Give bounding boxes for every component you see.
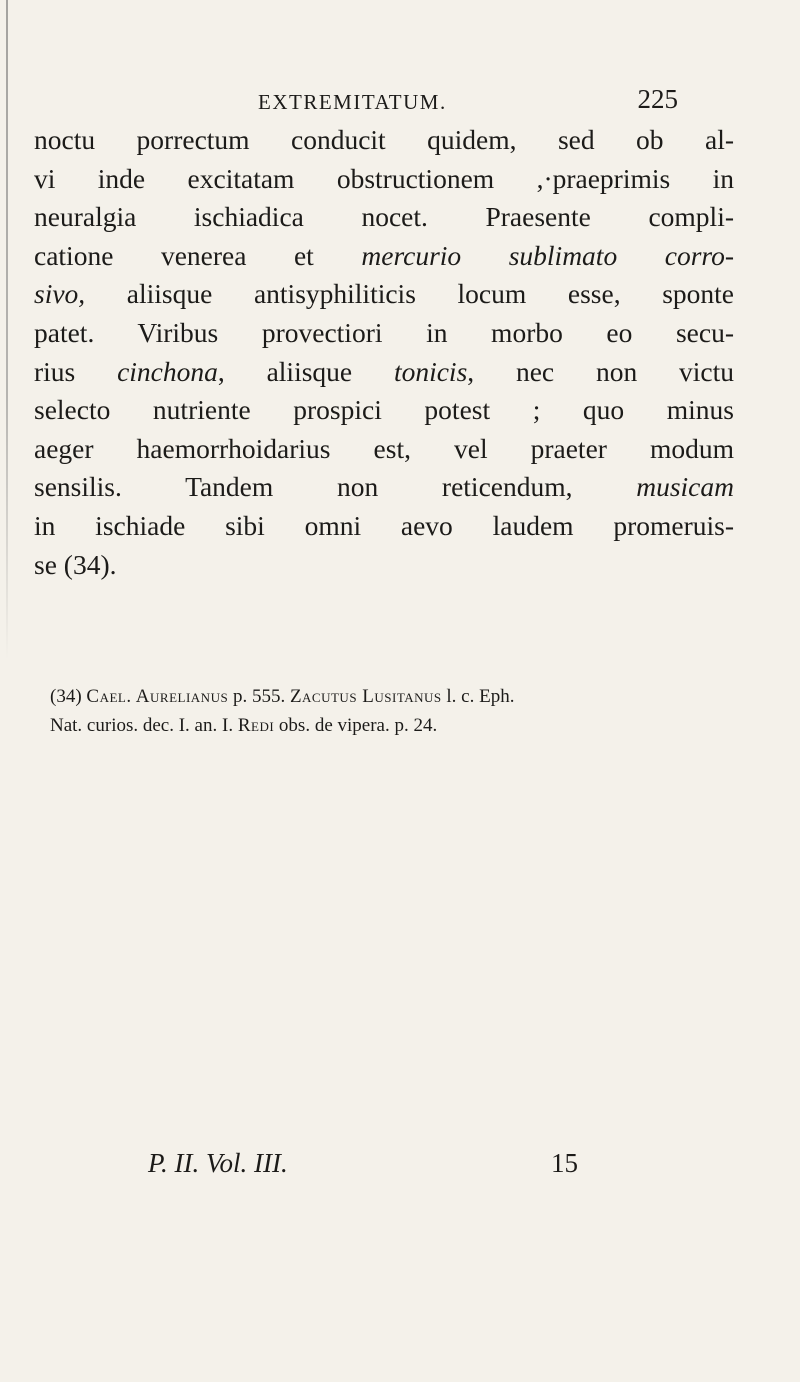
footnote-line	[50, 682, 720, 711]
footnote-segment: l. c. Eph.	[441, 686, 515, 707]
text-segment: catione venerea et	[34, 239, 362, 271]
text-segment: neuralgia ischiadica nocet. Praesente compli-	[34, 201, 734, 233]
body-line	[34, 546, 734, 585]
text-segment: rius	[34, 355, 118, 387]
italic-term: cinchona	[117, 355, 218, 387]
text-segment: noctu porrectum conducit quidem, sed ob al-	[34, 124, 734, 155]
page-edge-shadow	[6, 0, 8, 660]
text-segment: aeger haemorrhoidarius est, vel praeter modum	[34, 432, 734, 464]
text-segment: sensilis. Tandem non reticendum,	[34, 471, 637, 503]
body-line	[34, 314, 734, 353]
footnote	[50, 682, 720, 740]
cited-author: Zacutus Lusitanus	[289, 686, 442, 707]
body-line	[34, 160, 734, 199]
text-segment: vi inde excitatam obstructionem ,·praeprimis in	[34, 162, 734, 194]
text-segment: se (34).	[34, 548, 117, 580]
footnote-segment: Nat. curios. dec. I. an. I.	[50, 715, 238, 736]
footnote-segment: (34)	[50, 686, 87, 707]
footnote-line	[50, 711, 720, 740]
italic-term: mercurio sublimato corro-	[361, 239, 734, 271]
body-text	[34, 121, 734, 584]
italic-term: sivo,	[34, 278, 86, 310]
body-line	[34, 275, 734, 314]
body-line	[34, 430, 734, 469]
italic-term: tonicis	[393, 355, 468, 387]
text-segment: , aliisque	[217, 355, 394, 387]
body-line	[34, 237, 734, 276]
body-line	[34, 198, 734, 237]
signature-line	[148, 1148, 578, 1188]
running-head	[258, 84, 678, 122]
body-line	[34, 353, 734, 392]
signature-text: P. II. Vol. III.	[148, 1148, 288, 1178]
text-segment: in ischiade sibi omni aevo laudem promeruis-	[34, 509, 734, 541]
text-segment: , nec non victu	[467, 355, 734, 387]
cited-author: Redi	[237, 715, 275, 736]
body-line	[34, 507, 734, 546]
gathering-mark: 15	[551, 1148, 578, 1178]
footnote-segment: obs. de vipera. p. 24.	[274, 715, 438, 736]
italic-term: musicam	[636, 471, 734, 503]
running-head-title: EXTREMITATUM.	[258, 90, 447, 114]
text-segment: selecto nutriente prospici potest ; quo minus	[34, 394, 734, 426]
page-number: 225	[637, 84, 678, 114]
text-segment: aliisque antisyphiliticis locum esse, sponte	[85, 278, 734, 310]
body-line	[34, 391, 734, 430]
body-line	[34, 121, 734, 160]
cited-author: Cael. Aurelianus	[86, 686, 229, 707]
body-line	[34, 468, 734, 507]
text-segment: patet. Viribus provectiori in morbo eo secu-	[34, 316, 734, 348]
footnote-segment: p. 555.	[228, 686, 290, 707]
